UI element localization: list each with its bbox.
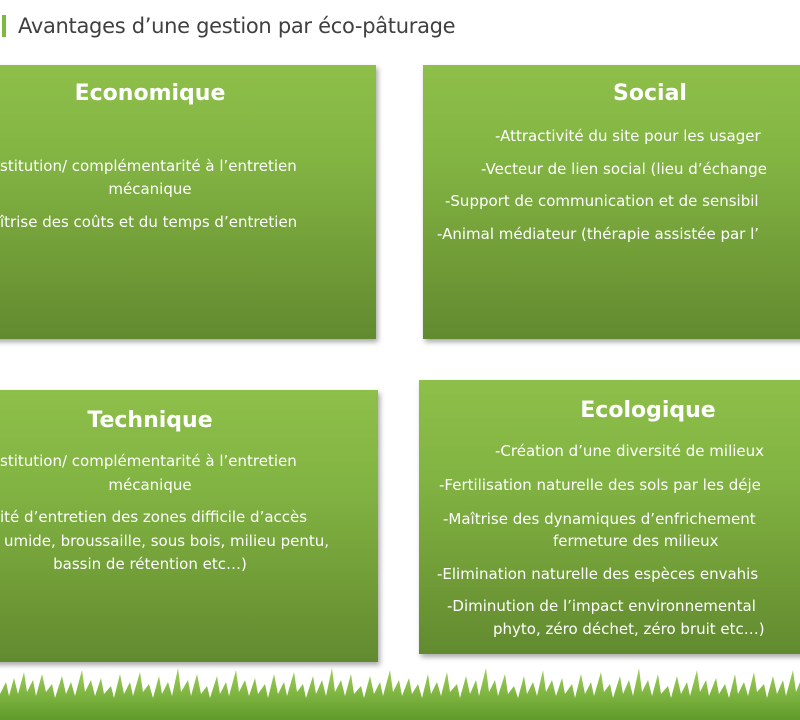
slide-header [0, 8, 455, 44]
card-title-social: Social [613, 81, 687, 106]
card-social [423, 65, 800, 339]
card-line: mécanique [108, 476, 192, 494]
card-line: -Attractivité du site pour les usager [495, 127, 761, 145]
card-line: bassin de rétention etc…) [53, 555, 247, 573]
card-line: -Fertilisation naturelle des sols par les déje [439, 476, 761, 494]
card-line: -Elimination naturelle des espèces envahis [437, 565, 759, 583]
card-technique [0, 390, 378, 662]
card-economique [0, 65, 376, 339]
card-line: mécanique [108, 180, 192, 198]
card-line: -Animal médiateur (thérapie assistée par l’ [437, 225, 760, 243]
card-line: phyto, zéro déchet, zéro bruit etc…) [493, 620, 765, 638]
card-title-ecologique: Ecologique [580, 398, 716, 423]
card-title-economique: Economique [74, 81, 226, 106]
slide-title: Avantages d’une gestion par éco-pâturage [18, 14, 456, 38]
card-title-technique: Technique [87, 408, 213, 433]
grass-decoration-icon [0, 660, 800, 720]
card-line: umide, broussaille, sous bois, milieu pentu, [4, 532, 330, 550]
card-line: îtrise des coûts et du temps d’entretien [0, 213, 298, 231]
card-line: stitution/ complémentarité à l’entretien [0, 452, 297, 470]
card-line: -Vecteur de lien social (lieu d’échange [481, 160, 767, 178]
title-accent-bar [2, 15, 6, 37]
card-line: -Support de communication et de sensibil [445, 192, 759, 210]
card-line: -Création d’une diversité de milieux [495, 442, 765, 460]
card-line: -Diminution de l’impact environnemental [447, 597, 756, 615]
card-ecologique [419, 380, 800, 654]
card-line: -Maîtrise des dynamiques d’enfrichement [443, 510, 756, 528]
card-line: stitution/ complémentarité à l’entretien [0, 157, 297, 175]
card-line: fermeture des milieux [553, 532, 719, 550]
card-line: ité d’entretien des zones difficile d’accès [0, 508, 308, 526]
